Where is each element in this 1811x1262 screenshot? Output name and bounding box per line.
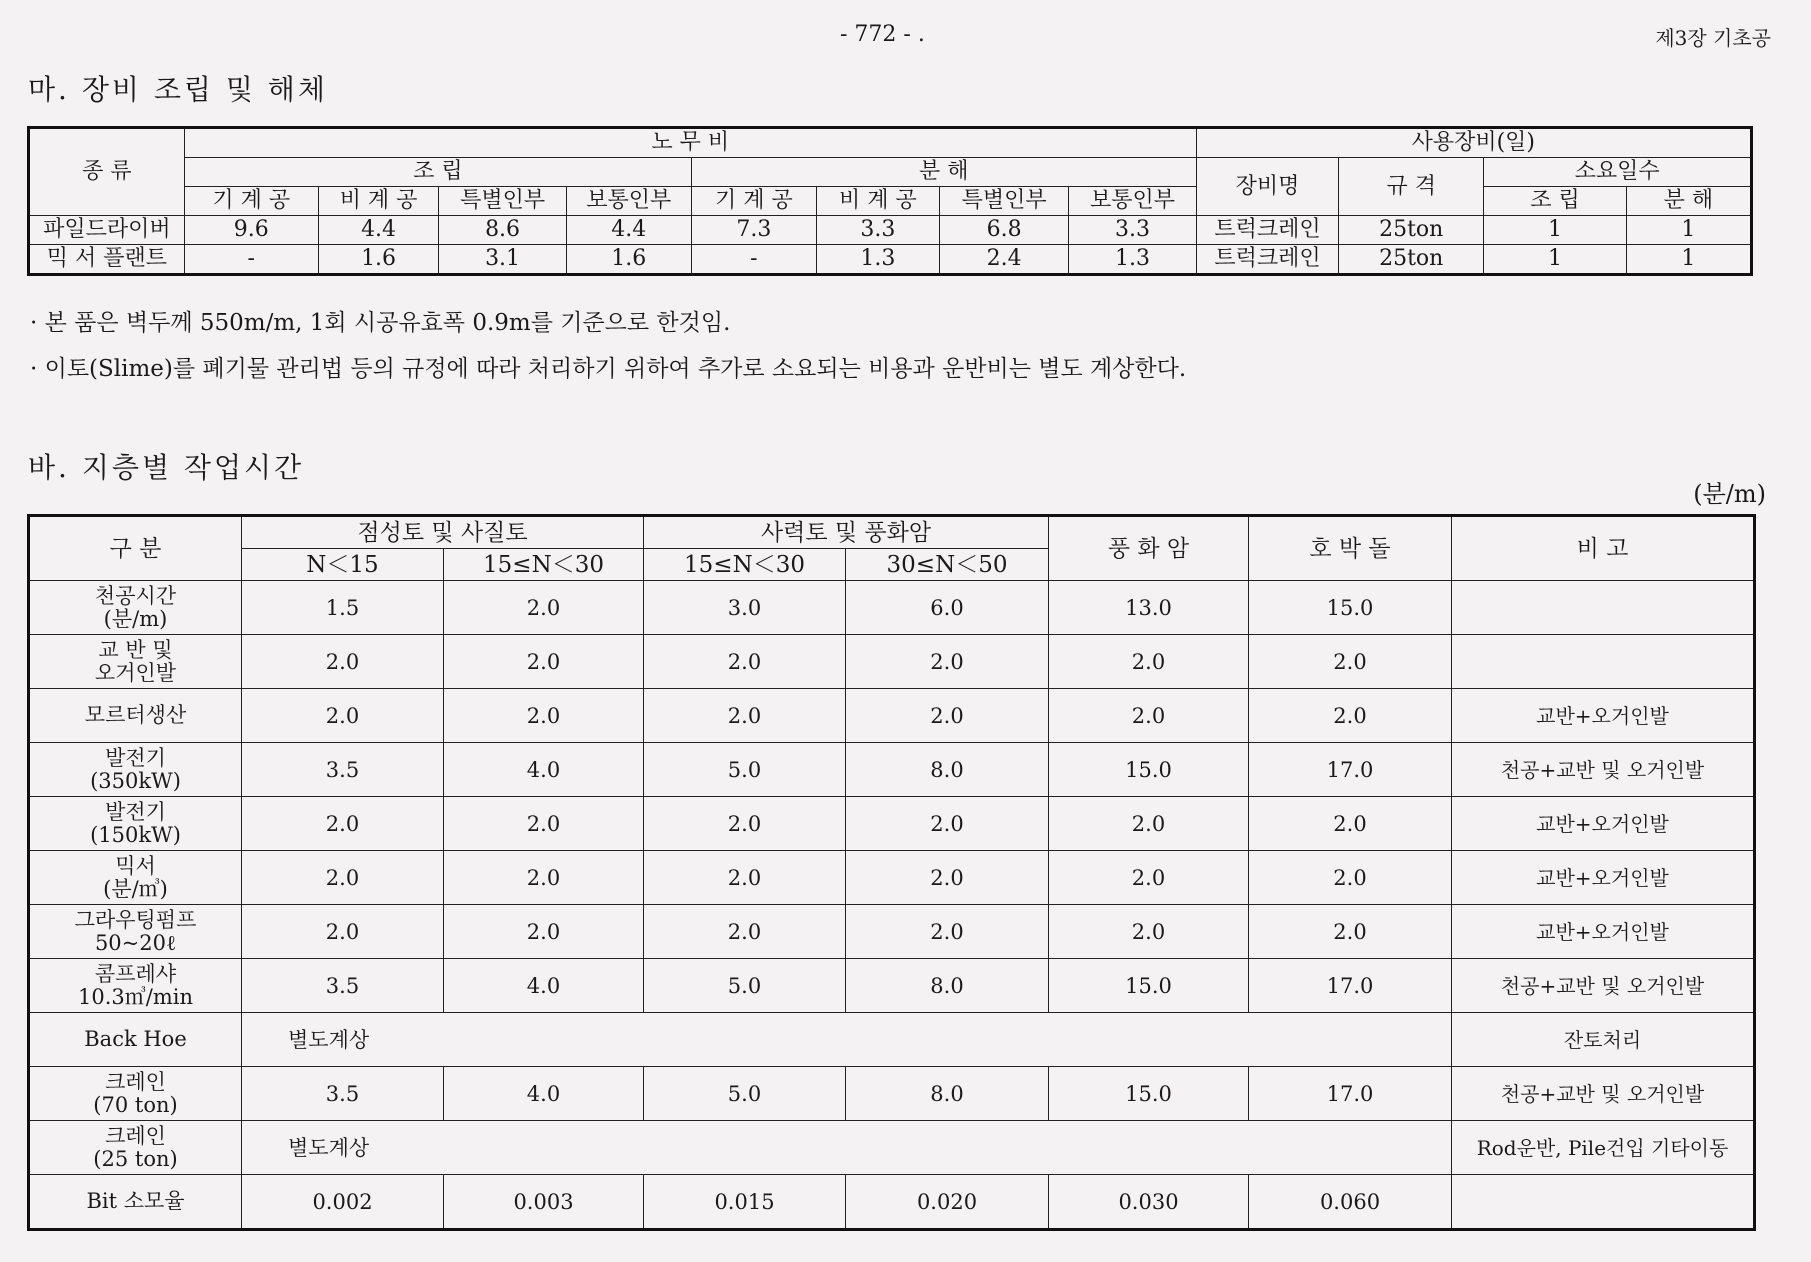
- n-range-header: 15≤N＜30: [444, 549, 644, 581]
- remarks-cell: 교반+오거인발: [1452, 689, 1755, 743]
- table-cell: 9.6: [184, 216, 318, 245]
- table-cell: 별도계상: [242, 1121, 1452, 1175]
- remarks-cell: 교반+오거인발: [1452, 797, 1755, 851]
- remarks-cell: 천공+교반 및 오거인발: [1452, 959, 1755, 1013]
- common-laborer-header: 보통인부: [1069, 187, 1196, 216]
- table-cell: 별도계상: [242, 1013, 1452, 1067]
- gravel-weathered-header: 사력토 및 풍화암: [644, 516, 1049, 549]
- table-cell: 트럭크레인: [1196, 245, 1339, 275]
- special-laborer-header: 특별인부: [439, 187, 566, 216]
- remarks-cell: [1452, 635, 1755, 689]
- table-cell: 2.0: [644, 905, 846, 959]
- table-row: [29, 635, 1755, 689]
- table-cell: 2.0: [846, 851, 1049, 905]
- remarks-cell: 교반+오거인발: [1452, 905, 1755, 959]
- common-laborer-header: 보통인부: [566, 187, 691, 216]
- remarks-cell: [1452, 581, 1755, 635]
- table-cell: 1: [1626, 245, 1751, 275]
- table-cell: 파일드라이버: [29, 216, 185, 245]
- table-cell: 1: [1484, 245, 1627, 275]
- disassembly-header: 분 해: [691, 158, 1196, 187]
- table-cell: 15.0: [1049, 959, 1249, 1013]
- row-label-line: 교 반 및: [98, 637, 173, 662]
- table-cell: 2.0: [444, 797, 644, 851]
- row-label-line: 발전기: [105, 799, 166, 824]
- row-label: [29, 743, 242, 797]
- assistant-header: 비 계 공: [816, 187, 939, 216]
- row-label: [29, 1121, 242, 1175]
- table-cell: 8.6: [439, 216, 566, 245]
- row-label: [29, 797, 242, 851]
- table-cell: 3.1: [439, 245, 566, 275]
- table-cell: 3.5: [242, 1067, 444, 1121]
- chapter-label: 제3장 기초공: [1655, 26, 1771, 50]
- row-label-line: 크레인: [105, 1123, 166, 1148]
- table-cell: 3.0: [644, 581, 846, 635]
- table-cell: 1: [1484, 216, 1627, 245]
- kind-header: 종 류: [29, 128, 185, 216]
- row-label-line: (350kW): [90, 768, 181, 793]
- table-cell: 2.0: [1249, 905, 1452, 959]
- row-label-line: (분/㎥): [103, 876, 168, 901]
- table-cell: 2.0: [242, 851, 444, 905]
- table-cell: 2.0: [846, 797, 1049, 851]
- n-range-header: N＜15: [242, 549, 444, 581]
- table-cell: -: [184, 245, 318, 275]
- row-label: [29, 1013, 242, 1067]
- row-label: [29, 1175, 242, 1230]
- table-cell: 1.3: [816, 245, 939, 275]
- remarks-cell: 천공+교반 및 오거인발: [1452, 1067, 1755, 1121]
- days-disassembly-header: 분 해: [1626, 187, 1751, 216]
- row-label: [29, 635, 242, 689]
- table-cell: 2.0: [1049, 797, 1249, 851]
- table-cell: 2.0: [1249, 797, 1452, 851]
- row-label-line: 크레인: [105, 1069, 166, 1094]
- table-cell: 2.0: [846, 689, 1049, 743]
- table-row: [29, 959, 1755, 1013]
- table-row: [29, 1121, 1755, 1175]
- equipment-use-header: 사용장비(일): [1196, 128, 1751, 158]
- table-row: [29, 1175, 1755, 1230]
- table-cell: 3.5: [242, 959, 444, 1013]
- table-row: [29, 216, 1752, 245]
- table-cell: 2.0: [1249, 635, 1452, 689]
- table-cell: 2.0: [444, 689, 644, 743]
- remarks-cell: 교반+오거인발: [1452, 851, 1755, 905]
- note: · 본 품은 벽두께 550m/m, 1회 시공유효폭 0.9m를 기준으로 한것임.: [30, 310, 731, 336]
- table-row: [29, 245, 1752, 275]
- table-cell: 2.0: [1049, 635, 1249, 689]
- row-label-line: 발전기: [105, 745, 166, 770]
- table-cell: 0.002: [242, 1175, 444, 1230]
- table-cell: 2.0: [644, 689, 846, 743]
- table-cell: 17.0: [1249, 743, 1452, 797]
- table-cell: 1: [1626, 216, 1751, 245]
- table-cell: 3.5: [242, 743, 444, 797]
- weathered-rock-header: 풍 화 암: [1049, 516, 1249, 581]
- section-b-title: 바. 지층별 작업시간: [28, 451, 305, 484]
- table-cell: 2.4: [939, 245, 1068, 275]
- machinist-header: 기 계 공: [691, 187, 816, 216]
- table-cell: 2.0: [1049, 689, 1249, 743]
- table-cell: 2.0: [242, 689, 444, 743]
- table-cell: 0.015: [644, 1175, 846, 1230]
- row-label-line: (70 ton): [93, 1092, 178, 1117]
- machinist-header: 기 계 공: [184, 187, 318, 216]
- table-cell: 2.0: [444, 635, 644, 689]
- table-cell: 5.0: [644, 1067, 846, 1121]
- required-days-header: 소요일수: [1484, 158, 1752, 187]
- row-label-line: (150kW): [90, 822, 181, 847]
- labor-cost-header: 노 무 비: [184, 128, 1196, 158]
- table-row: [29, 689, 1755, 743]
- table-cell: 0.003: [444, 1175, 644, 1230]
- table-cell: 15.0: [1049, 1067, 1249, 1121]
- table-cell: 1.6: [566, 245, 691, 275]
- note: · 이토(Slime)를 폐기물 관리법 등의 규정에 따라 처리하기 위하여 추가로 소요되는 비용과 운반비는 별도 계상한다.: [30, 356, 1187, 382]
- notes: [30, 300, 1186, 392]
- table-cell: 트럭크레인: [1196, 216, 1339, 245]
- table-cell: 2.0: [444, 905, 644, 959]
- table-cell: 2.0: [444, 581, 644, 635]
- row-label: [29, 905, 242, 959]
- section-a-title: 마. 장비 조립 및 해체: [28, 73, 328, 106]
- table-cell: 2.0: [444, 851, 644, 905]
- table-cell: 3.3: [816, 216, 939, 245]
- table-cell: 6.8: [939, 216, 1068, 245]
- row-label-line: (25 ton): [93, 1146, 178, 1171]
- table-row: [29, 1013, 1755, 1067]
- table-cell: 3.3: [1069, 216, 1196, 245]
- category-header: 구 분: [29, 516, 242, 581]
- table-cell: 0.030: [1049, 1175, 1249, 1230]
- table-row: [29, 797, 1755, 851]
- row-label-line: (분/m): [103, 606, 168, 631]
- row-label: [29, 581, 242, 635]
- table-cell: 8.0: [846, 1067, 1049, 1121]
- row-label-line: 그라우팅펌프: [74, 907, 197, 932]
- table-cell: 2.0: [1049, 851, 1249, 905]
- remarks-cell: 천공+교반 및 오거인발: [1452, 743, 1755, 797]
- table-cell: 25ton: [1339, 245, 1484, 275]
- row-label-line: Bit 소모율: [86, 1189, 185, 1213]
- table-cell: 5.0: [644, 743, 846, 797]
- table-cell: 17.0: [1249, 1067, 1452, 1121]
- page-number: - 772 - .: [840, 22, 925, 47]
- table-cell: 4.0: [444, 959, 644, 1013]
- table-cell: 2.0: [846, 905, 1049, 959]
- table-cell: 0.060: [1249, 1175, 1452, 1230]
- days-assembly-header: 조 립: [1484, 187, 1627, 216]
- row-label-line: 오거인발: [94, 660, 177, 685]
- clay-sand-header: 점성토 및 사질토: [242, 516, 644, 549]
- row-label-line: 콤프레샤: [94, 961, 177, 986]
- table-cell: 2.0: [644, 797, 846, 851]
- unit-label: (분/m): [1693, 480, 1766, 508]
- table-cell: 2.0: [1249, 689, 1452, 743]
- table-cell: 0.020: [846, 1175, 1049, 1230]
- row-label: [29, 959, 242, 1013]
- equipment-name-header: 장비명: [1196, 158, 1339, 216]
- table-cell: 2.0: [846, 635, 1049, 689]
- special-laborer-header: 특별인부: [939, 187, 1068, 216]
- table-row: [29, 743, 1755, 797]
- table-cell: 믹 서 플랜트: [29, 245, 185, 275]
- row-label-line: 50~20ℓ: [94, 930, 177, 955]
- table-cell: 8.0: [846, 959, 1049, 1013]
- table-cell: 4.0: [444, 1067, 644, 1121]
- row-label: [29, 1067, 242, 1121]
- row-label: [29, 689, 242, 743]
- table-row: [29, 905, 1755, 959]
- remarks-cell: Rod운반, Pile건입 기타이동: [1452, 1121, 1755, 1175]
- row-label-line: 모르터생산: [84, 703, 187, 727]
- table-cell: 2.0: [1049, 905, 1249, 959]
- table-cell: 7.3: [691, 216, 816, 245]
- table-cell: 1.5: [242, 581, 444, 635]
- table-cell: 15.0: [1249, 581, 1452, 635]
- table-cell: 2.0: [644, 851, 846, 905]
- row-label-line: 믹서: [115, 853, 156, 878]
- table-row: [29, 581, 1755, 635]
- table-cell: 4.0: [444, 743, 644, 797]
- table-cell: 4.4: [566, 216, 691, 245]
- table-cell: 2.0: [242, 797, 444, 851]
- boulder-header: 호 박 돌: [1249, 516, 1452, 581]
- table-cell: 25ton: [1339, 216, 1484, 245]
- table-row: [29, 851, 1755, 905]
- table-cell: 1.6: [318, 245, 439, 275]
- remarks-cell: [1452, 1175, 1755, 1230]
- table-cell: 8.0: [846, 743, 1049, 797]
- stratum-work-time-table: [27, 514, 1756, 1231]
- table-cell: 2.0: [242, 635, 444, 689]
- row-label-line: 천공시간: [94, 583, 177, 608]
- assembly-header: 조 립: [184, 158, 691, 187]
- row-label-line: 10.3㎥/min: [78, 984, 193, 1009]
- row-label-line: Back Hoe: [84, 1027, 187, 1051]
- table-cell: -: [691, 245, 816, 275]
- table-cell: 2.0: [1249, 851, 1452, 905]
- table-cell: 13.0: [1049, 581, 1249, 635]
- table-cell: 2.0: [242, 905, 444, 959]
- equipment-assembly-table: [27, 126, 1753, 276]
- n-range-header: 30≤N＜50: [846, 549, 1049, 581]
- row-label: [29, 851, 242, 905]
- n-range-header: 15≤N＜30: [644, 549, 846, 581]
- table-cell: 1.3: [1069, 245, 1196, 275]
- table-cell: 15.0: [1049, 743, 1249, 797]
- remarks-cell: 잔토처리: [1452, 1013, 1755, 1067]
- table-cell: 17.0: [1249, 959, 1452, 1013]
- table-row: [29, 1067, 1755, 1121]
- remarks-header: 비 고: [1452, 516, 1755, 581]
- table-cell: 2.0: [644, 635, 846, 689]
- table-cell: 6.0: [846, 581, 1049, 635]
- spec-header: 규 격: [1339, 158, 1484, 216]
- assistant-header: 비 계 공: [318, 187, 439, 216]
- table-cell: 5.0: [644, 959, 846, 1013]
- table-cell: 4.4: [318, 216, 439, 245]
